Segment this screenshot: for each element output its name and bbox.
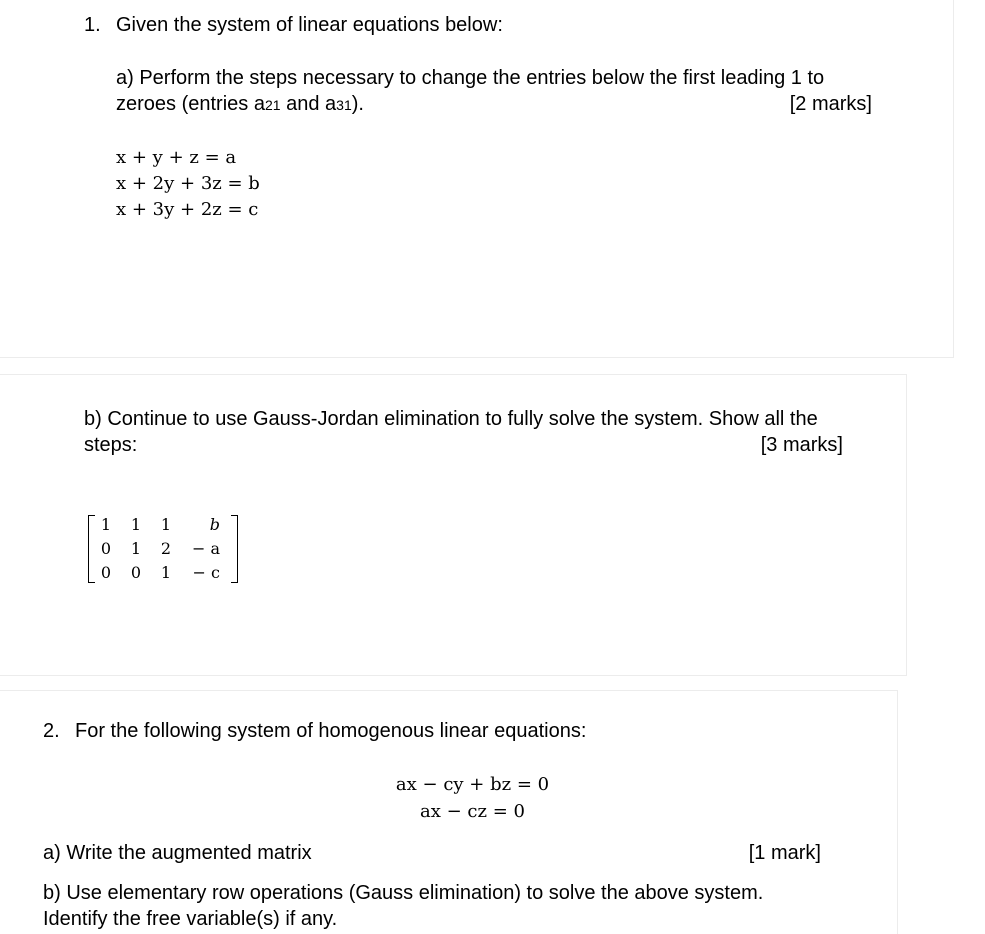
matrix-cell: 0 (130, 563, 142, 582)
matrix-cell: 1 (130, 515, 142, 534)
question-1-intro: Given the system of linear equations below: (116, 14, 503, 36)
q1-equation-2: x + 2y + 3z = b (116, 173, 260, 194)
matrix-cell: 1 (160, 515, 172, 534)
matrix-cell: − c (192, 563, 220, 582)
matrix-cell: 1 (100, 515, 112, 534)
question-2-intro: For the following system of homogenous linear equations: (75, 720, 587, 742)
q1a-line2-mid: and a (280, 93, 337, 115)
question-2-heading (43, 718, 586, 744)
question-1-heading (84, 12, 503, 38)
q1-equation-1: x + y + z = a (116, 147, 237, 168)
matrix-cell: 0 (100, 563, 112, 582)
q2b-line2: Identify the free variable(s) if any. (43, 908, 338, 930)
q1b-line1: b) Continue to use Gauss-Jordan elimination to fully solve the system. Show all the (84, 408, 818, 430)
q2a-text: a) Write the augmented matrix (43, 842, 312, 864)
q1a-line2 (116, 91, 364, 118)
matrix-cell: b (209, 515, 220, 534)
q1a-sub-a21: 21 (264, 97, 281, 113)
question-2-number: 2. (43, 720, 60, 742)
q1a-marks: [2 marks] (789, 93, 872, 115)
matrix-cell: 2 (160, 539, 172, 558)
augmented-matrix (88, 513, 238, 585)
q1b-line2: steps: (84, 434, 138, 456)
q1a-line2-prefix: zeroes (entries a (116, 93, 265, 115)
q1a-line2-suffix: ). (351, 93, 364, 115)
q2-equation-1: ax − cy + bz = 0 (395, 774, 550, 795)
q1-equation-3: x + 3y + 2z = c (116, 199, 259, 220)
q2-equation-2: ax − cz = 0 (420, 801, 525, 822)
matrix-right-bracket (231, 515, 238, 583)
matrix-cell: 1 (160, 563, 172, 582)
q2a-marks: [1 mark] (748, 842, 821, 864)
q1b-marks: [3 marks] (760, 434, 843, 456)
matrix-cell: − a (191, 539, 220, 558)
q1a-sub-a31: 31 (336, 97, 352, 113)
question-1-number: 1. (84, 14, 101, 36)
matrix-cell: 1 (130, 539, 142, 558)
q2b-line1: b) Use elementary row operations (Gauss elimination) to solve the above system. (43, 882, 764, 904)
q1a-line1: a) Perform the steps necessary to change the entries below the first leading 1 to (116, 67, 825, 89)
matrix-cell: 0 (100, 539, 112, 558)
